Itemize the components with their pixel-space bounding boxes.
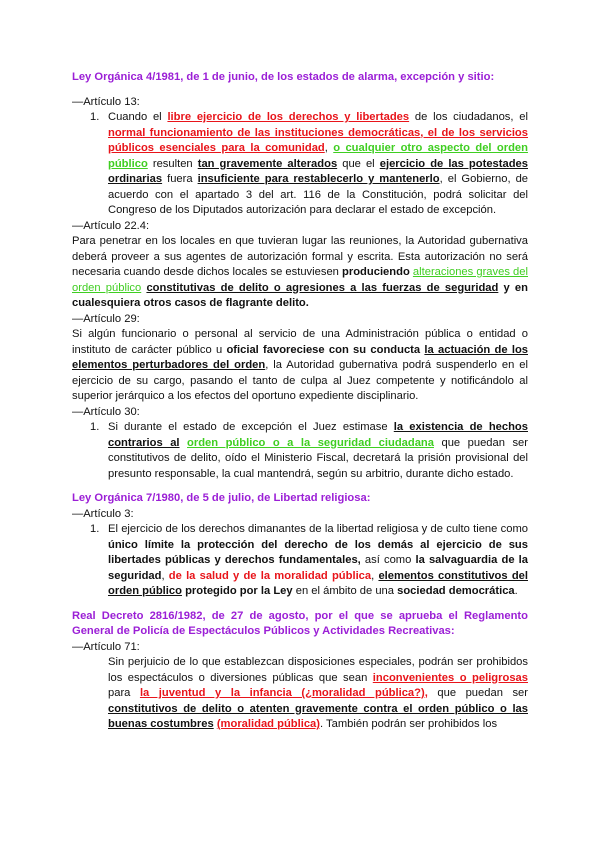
text: Para penetrar en los locales en que tuvieran lugar las reuniones, la Autoridad gubernativa deberá proveer a sus agentes de autorización formal y escrita. Esta autorización no será necesaria cuando desde dichos locales se estuviesen	[72, 235, 528, 278]
section-heading-lo-4-1981: Ley Orgánica 4/1981, de 1 de junio, de los estados de alarma, excepción y sitio:	[72, 71, 495, 83]
text: de los ciudadanos, el	[409, 111, 528, 123]
article-22-4-text	[72, 234, 528, 312]
list-number: 1.	[90, 523, 100, 535]
highlight-red: libre ejercicio de los derechos y libertades	[167, 111, 410, 123]
list-number: 1.	[90, 111, 100, 123]
bold: oficial favoreciese con su conducta	[226, 343, 421, 356]
text: Si durante el estado de excepción el Juez estimase	[108, 421, 394, 433]
article-22-4-label: —Artículo 22.4:	[72, 219, 150, 232]
text: ,	[324, 142, 334, 154]
article-30-list	[72, 420, 528, 482]
highlight-red: inconvenientes o peligrosas	[372, 671, 528, 684]
text: .	[514, 585, 518, 597]
article-3-list	[72, 522, 528, 600]
text: Cuando el	[108, 111, 168, 123]
article-30-label: —Artículo 30:	[72, 405, 140, 418]
bold: produciendo	[342, 266, 410, 278]
bold-underline: ejercicio de las potestades ordinarias	[108, 157, 528, 185]
bold: sociedad democrática	[397, 585, 515, 597]
document-page	[72, 70, 528, 733]
bold-underline: insuficiente para restablecerlo y mantenerlo	[197, 173, 440, 185]
text: ,	[161, 569, 169, 582]
bold-underline: la actuación de los elementos perturbadores del orden	[72, 343, 528, 371]
text: que el	[337, 157, 380, 170]
article-71-text	[72, 655, 528, 733]
text: . También podrán ser prohibidos los	[320, 718, 498, 730]
article-71-label: —Artículo 71:	[72, 640, 140, 653]
text: fuera	[162, 173, 198, 185]
bold: protegido por la Ley	[185, 585, 293, 597]
bold-underline: constitutivas de delito o agresiones a las fuerzas de seguridad	[146, 281, 499, 294]
article-13-item-1	[72, 110, 528, 219]
bold: y en cualesquiera otros casos de flagrante delito.	[72, 281, 528, 309]
text: El ejercicio de los derechos dimanantes de la libertad religiosa y de culto tiene como	[108, 523, 528, 535]
bold: la salvaguardia de la seguridad	[108, 554, 528, 582]
article-3-item-1	[72, 522, 528, 600]
bold-underline: tan gravemente alterados	[197, 157, 338, 170]
section-heading-lo-7-1980: Ley Orgánica 7/1980, de 5 de julio, de Libertad religiosa:	[72, 492, 371, 504]
article-29-text	[72, 327, 528, 405]
bold-underline: elementos constitutivos del orden público	[108, 569, 528, 597]
text: resulten	[147, 157, 198, 170]
text: para	[108, 687, 140, 699]
article-13-label: —Artículo 13:	[72, 95, 140, 108]
highlight-red: de la salud y de la moralidad pública	[168, 569, 372, 582]
bold-underline: la existencia de hechos contrarios al	[108, 421, 528, 449]
text	[180, 437, 188, 449]
highlight-red: (moralidad pública)	[216, 718, 320, 730]
highlight-green: orden público o a la seguridad ciudadana	[187, 436, 434, 449]
text: , el Gobierno, de acuerdo con el apartado 3 del art. 116 de la Constitución, podrá solicitar del Congreso de los Diputados autorización para declarar el estado de excepción.	[108, 173, 529, 216]
article-30-item-1	[72, 420, 528, 482]
text: así como	[360, 554, 416, 566]
text: ,	[371, 569, 379, 582]
text: que puedan ser	[427, 687, 528, 699]
article-3-label: —Artículo 3:	[72, 507, 134, 520]
text: que puedan ser constitutivos de delito, oído el Ministerio Fiscal, decretará la prisión provisional del presunto responsable, la cual mantendrá, según su arbitrio, durante dicho estado.	[108, 436, 529, 480]
bold-underline: constitutivos de delito o atenten gravemente contra el orden público o las buenas costumbres	[108, 702, 528, 730]
highlight-red: la juventud y la infancia (¿moralidad pública?),	[139, 687, 428, 699]
text: Sin perjuicio de lo que establezcan disposiciones especiales, podrán ser prohibidos los espectáculos o diversiones públicas que sean	[108, 656, 528, 684]
text: Si algún funcionario o personal al servicio de una Administración pública o entidad o instituto de carácter público u	[72, 328, 528, 356]
text: en el ámbito de una	[292, 585, 398, 597]
section-heading-rd-2816-1982: Real Decreto 2816/1982, de 27 de agosto, por el que se aprueba el Reglamento General de Policía de Espectáculos Públicos y Actividades Recreativas:	[72, 609, 528, 637]
highlight-green: alteraciones graves del orden público	[72, 266, 528, 294]
text: , la Autoridad gubernativa podrá suspenderlo en el ejercicio de su cargo, pasando el tanto de culpa al Juez competente y notificándolo al superior jerárquico a los efectos del oportuno expediente disciplinario.	[72, 359, 529, 402]
highlight-red: normal funcionamiento de las instituciones democráticas, el de los servicios públicos esenciales para la comunidad	[108, 126, 528, 154]
highlight-green: o cualquier otro aspecto del orden público	[108, 142, 528, 170]
article-13-list	[72, 110, 528, 219]
bold: único límite la protección del derecho de los demás al ejercicio de sus libertades públicas y derechos fundamentales,	[108, 538, 528, 566]
article-29-label: —Artículo 29:	[72, 312, 140, 325]
list-number: 1.	[90, 421, 100, 433]
